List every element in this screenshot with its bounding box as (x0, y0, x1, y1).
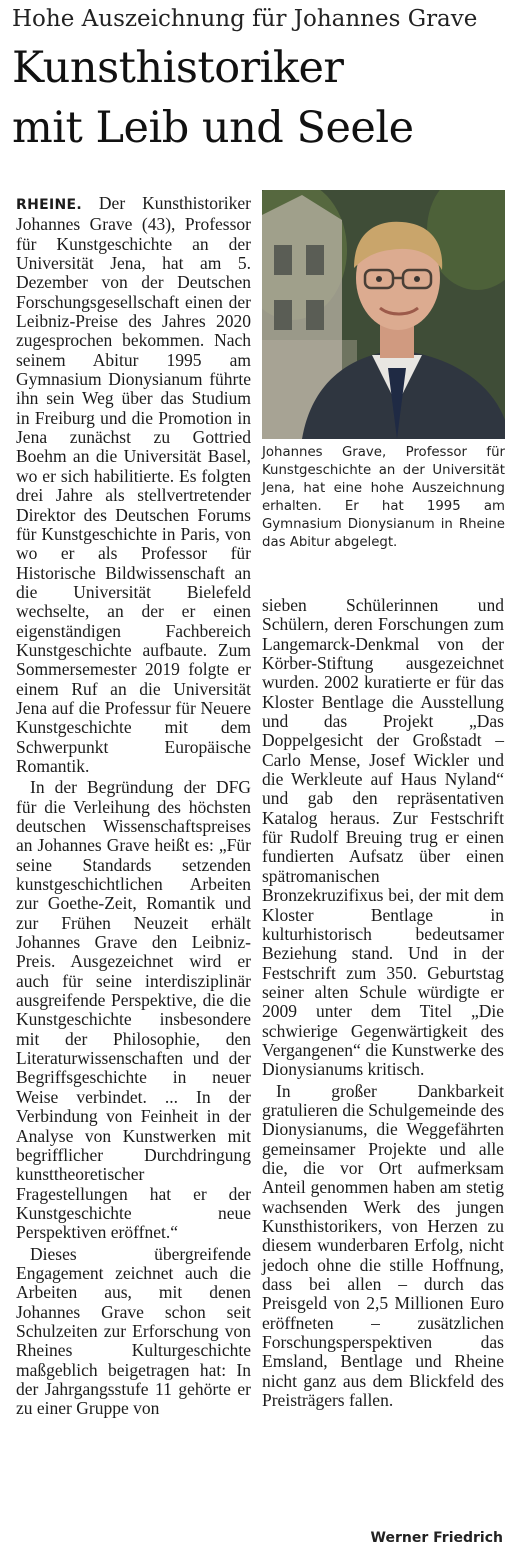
paragraph-2: In der Begründung der DFG für die Verleihung des höchsten deutschen Wissenschaftspreises an Johannes Grave heißt es: „Für seine Standards setzenden kunstgeschichtlichen Arbeiten zur Goethe-Zeit, Romantik und zur Frühen Neuzeit erhält Johannes Grave den Leibniz-Preis. Ausgezeichnet wird er auch für seine interdisziplinär ausgreifende Perspektive, die die Kunstgeschichte insbesondere mit der Philosophie, den Literaturwissenschaften und der Begriffsgeschichte in neuer Weise verbindet. ... In der Verbindung von Feinheit in der Analyse von Kunstwerken mit begrifflicher Durchdringung kunsttheoretischer Fragestellungen hat er der Kunstgeschichte neue Perspektiven eröffnet.“ (16, 777, 251, 1243)
paragraph-5: In großer Dankbarkeit gratulieren die Schulgemeinde des Dionysianums, die Weggefährten gemeinsamer Projekte und alle die, die vor Ort aufmerksam Anteil genommen haben am stetig wachsenden Werk des jungen Kunsthistorikers, von Herzen zu diesem wunderbaren Erfolg, nicht jedoch ohne die stille Hoffnung, dass bei allen – durch das Preisgeld von 2,5 Millionen Euro eröffneten – zusätzlichen Forschungsperspektiven das Emsland, Bentlage und Rheine nicht ganz aus dem Blickfeld des Preisträgers fallen. (262, 1080, 504, 1411)
photo-caption: Johannes Grave, Professor für Kunstgeschichte an der Universität Jena, hat eine hohe Auszeichnung erhalten. Er hat 1995 am Gymnasium Dionysianum in Rheine das Abitur abgelegt. (262, 445, 505, 550)
paragraph-4: sieben Schülerinnen und Schülern, deren Forschungen zum Langemarck-Denkmal von der Körber-Stiftung ausgezeichnet wurden. 2002 kuratierte er für das Kloster Bentlage die Ausstellung und das Projekt „Das Doppelgesicht der Großstadt – Carlo Mense, Josef Wickler und die Werkleute auf Haus Nyland“ und gab den repräsentativen Katalog heraus. Zur Festschrift für Rudolf Breuing trug er einen fundierten Aufsatz über einen spätromanischen Bronzekruzifixus bei, der mit dem Kloster Bentlage in kulturhistorisch bedeutsamer Beziehung stand. Und in der Festschrift zum 350. Geburtstag seiner alten Schule würdigte er 2009 unter dem Titel „Die schwierige Gegenwärtigkeit des Vergangenen“ die Kunstwerke des Dionysianums kritisch. (262, 595, 504, 1080)
paragraph-1 (16, 194, 251, 776)
paragraph-3: Dieses übergreifende Engagement zeichnet auch die Arbeiten aus, mit denen Johannes Grave schon seit Schulzeiten zur Erforschung von Rheines Kulturgeschichte maßgeblich beigetragen hat: In der Jahrgangsstufe 11 gehörte er zu einer Gruppe von (16, 1243, 251, 1419)
headline-line-2: mit Leib und Seele (12, 103, 414, 153)
article-column-1 (16, 194, 251, 1419)
article-kicker: Hohe Auszeichnung für Johannes Grave (12, 6, 478, 32)
article-column-2 (262, 596, 504, 1410)
headline-line-1: Kunsthistoriker (12, 43, 344, 93)
article-headline (12, 38, 507, 158)
dateline: RHEINE. (16, 197, 82, 213)
portrait-illustration (262, 190, 505, 439)
author-byline: Werner Friedrich (370, 1530, 503, 1546)
portrait-photo (262, 190, 505, 439)
paragraph-1-text: Der Kunsthistoriker Johannes Grave (43), Professor für Kunstgeschichte an der Universität Jena, hat am 5. Dezember von der Deutschen Forschungsgesellschaft einen der Leibniz-Preise des Jahres 2020 zugesprochen bekommen. Nach seinem Abitur 1995 am Gymnasium Dionysianum führte ihn sein Weg über das Studium in Freiburg und die Promotion in Jena zunächst zu Gottried Boehm an die Universität Basel, wo er sich habilitierte. Es folgten drei Jahre als stellvertretender Direktor des Deutschen Forums für Kunstgeschichte in Paris, von wo er als Professor für Historische Bildwissenschaft an die Universität Bielefeld wechselte, an der er einen eigenständigen Fachbereich Kunstgeschichte aufbaute. Zum Sommersemester 2019 folgte er einem Ruf an die Universität Jena auf die Professur für Neuere Kunstgeschichte mit dem Schwerpunkt Europäische Romantik. (16, 193, 251, 776)
